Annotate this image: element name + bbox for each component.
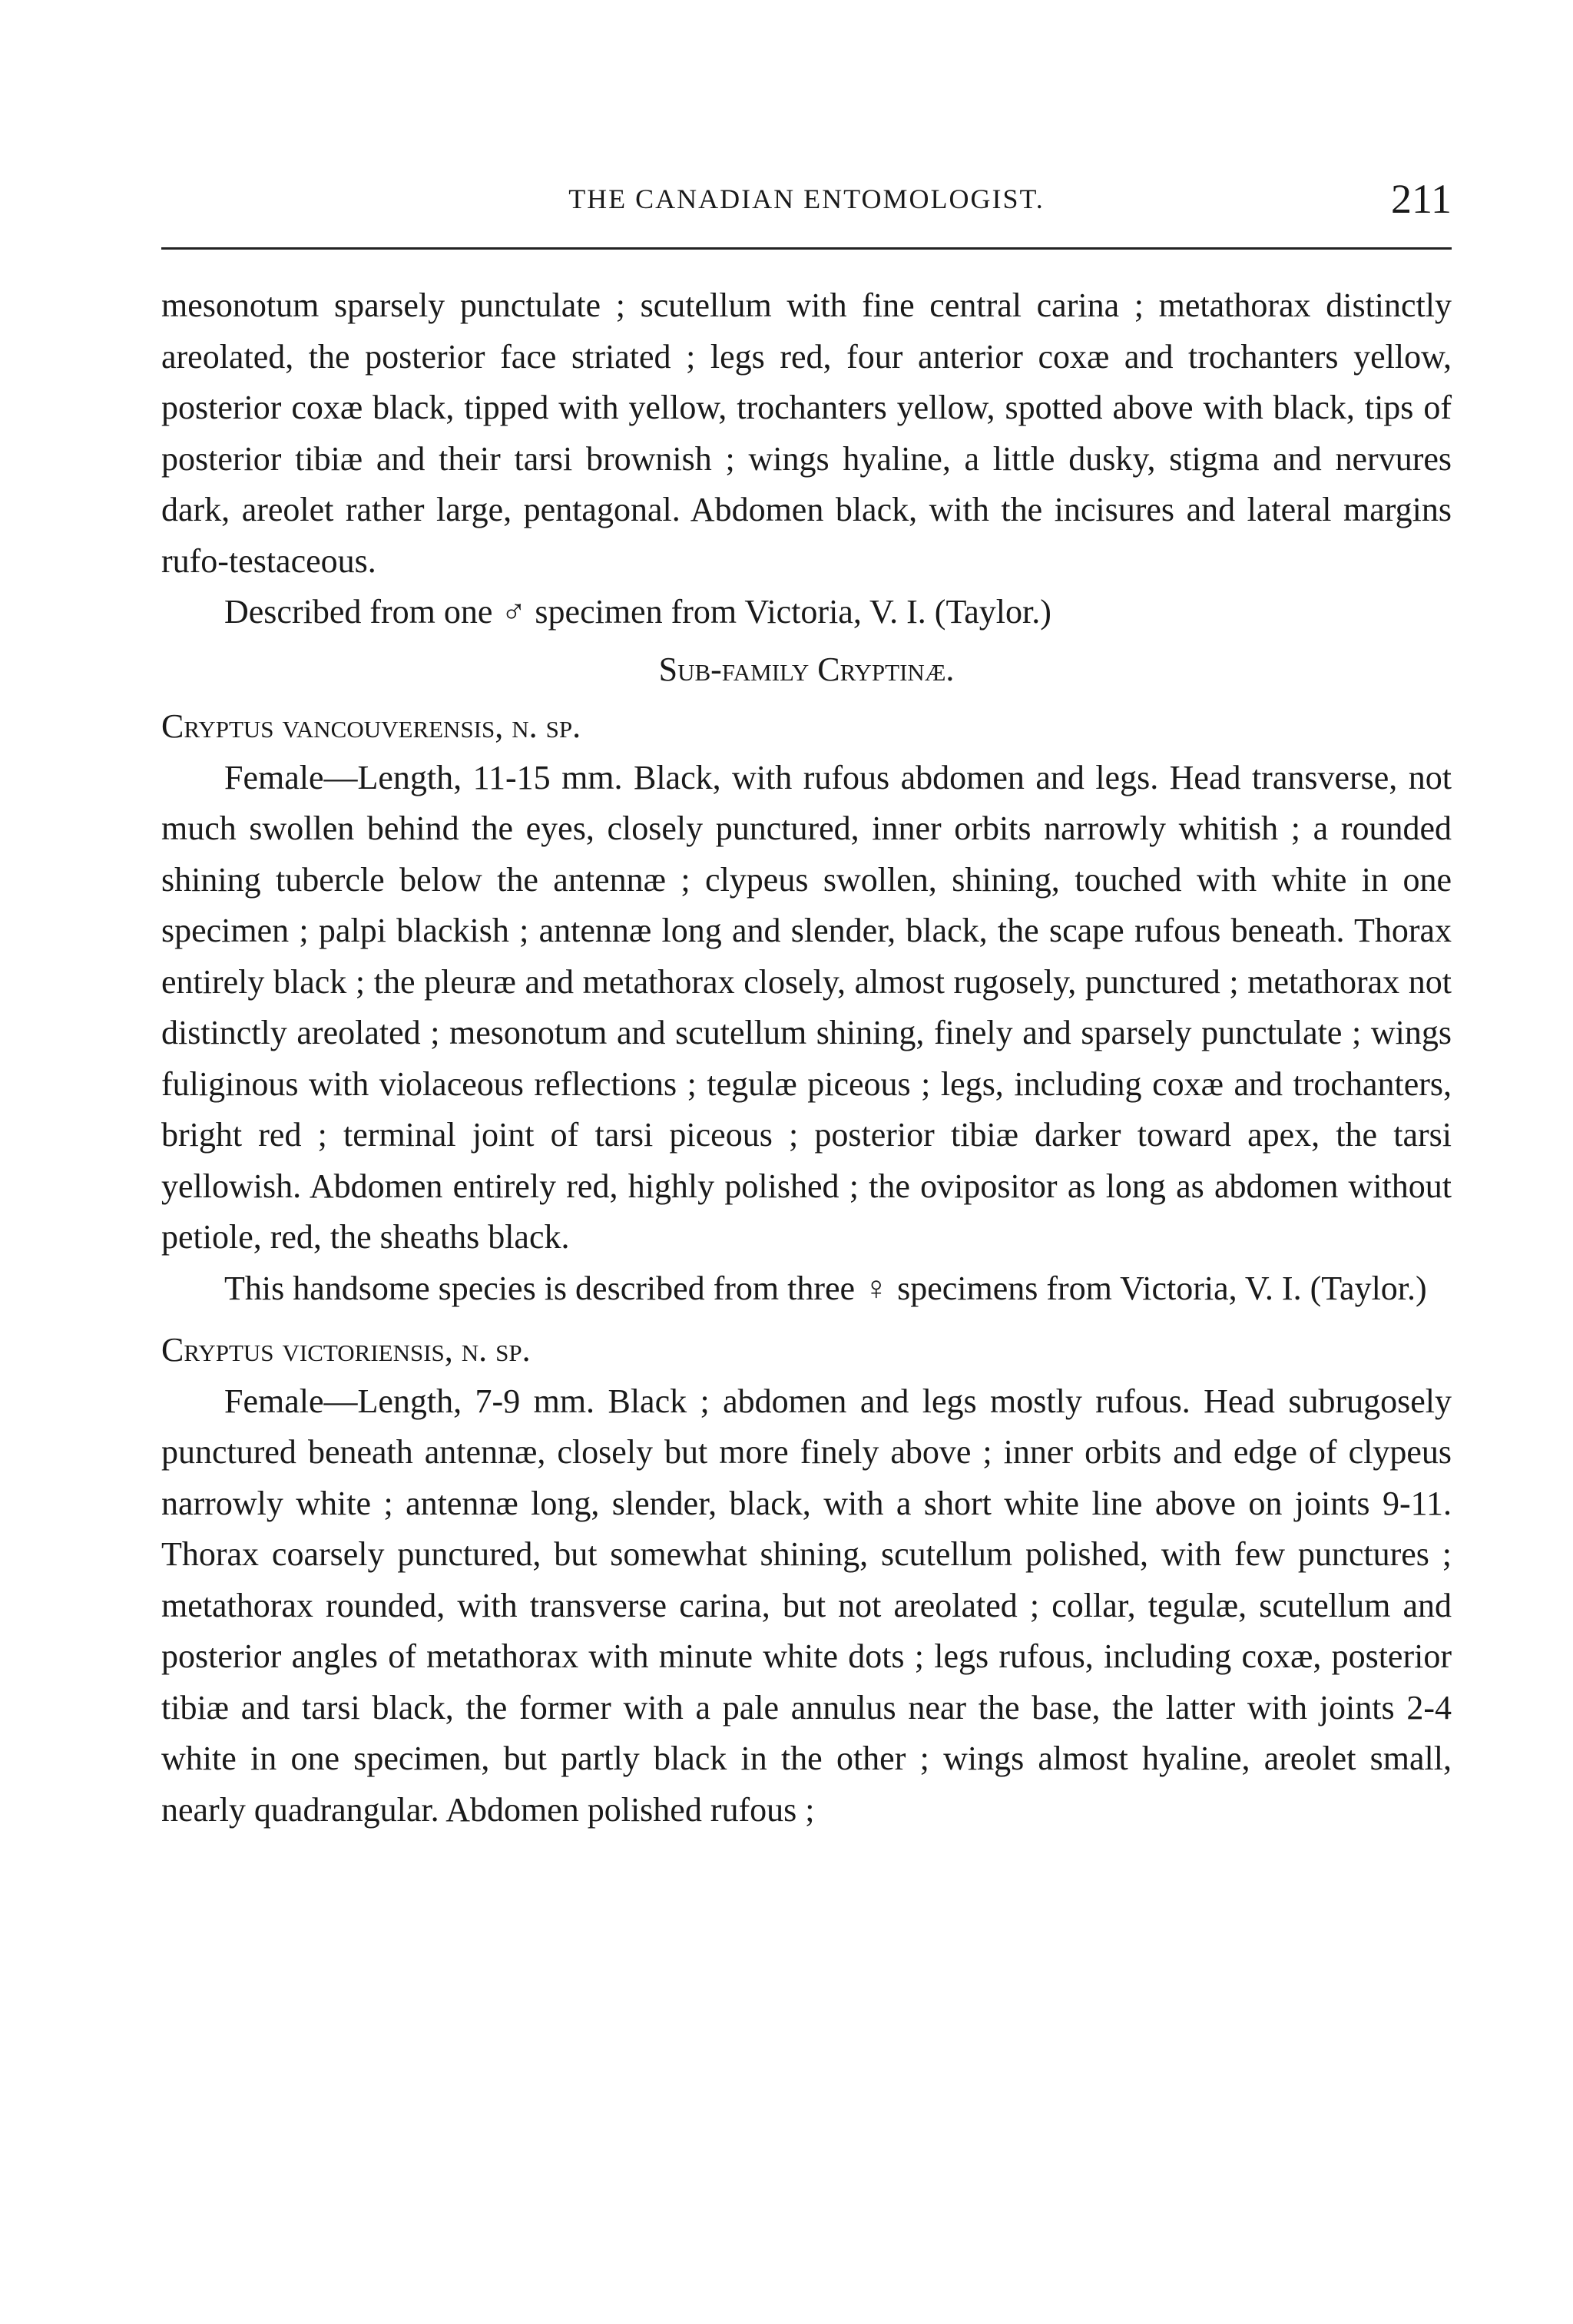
species-description-victoriensis: Female—Length, 7-9 mm. Black ; abdomen and legs mostly rufous. Head subrugosely punctured beneath antennæ, closely but more finely above ; inner orbits and edge of clypeus narrowly white ; antennæ long, slender, black, with a short white line above on joints 9-11. Thorax coarsely punctured, but somewhat shining, scutellum polished, with few punctures ; metathorax rounded, with transverse carina, but not areolated ; collar, tegulæ, scutellum and posterior angles of metathorax with minute white dots ; legs rufous, including coxæ, posterior tibiæ and tarsi black, the former with a pale annulus near the base, the latter with joints 2-4 white in one specimen, but partly black in the other ; wings almost hyaline, areolet small, nearly quadrangular. Abdomen polished rufous ;	[161, 1382, 1452, 1829]
paragraph-described-from: Described from one ♂ specimen from Victoria, V. I. (Taylor.)	[224, 593, 1051, 631]
species-heading-vancouverensis: Cryptus vancouverensis, n. sp.	[161, 707, 581, 745]
paragraph-continuation: mesonotum sparsely punctulate ; scutellum with fine central carina ; metathorax distinctly areolated, the posterior face striated ; legs red, four anterior coxæ and trochanters yellow, posterior coxæ black, tipped with yellow, trochanters yellow, spotted above with black, tips of posterior tibiæ and their tarsi brownish ; wings hyaline, a little dusky, stigma and nervures dark, areolet rather large, pentagonal. Abdomen black, with the incisures and lateral margins rufo-testaceous.	[161, 286, 1452, 580]
page-header	[161, 175, 1452, 229]
header-rule	[161, 247, 1452, 250]
species-note-vancouverensis: This handsome species is described from three ♀ specimens from Victoria, V. I. (Taylor.)	[224, 1269, 1427, 1307]
body-text	[161, 280, 1452, 1836]
species-heading-victoriensis: Cryptus victoriensis, n. sp.	[161, 1331, 531, 1369]
running-title: THE CANADIAN ENTOMOLOGIST.	[568, 184, 1045, 214]
species-description-vancouverensis: Female—Length, 11-15 mm. Black, with rufous abdomen and legs. Head transverse, not much swollen behind the eyes, closely punctured, inner orbits narrowly whitish ; a rounded shining tubercle below the antennæ ; clypeus swollen, shining, touched with white in one specimen ; palpi blackish ; antennæ long and slender, black, the scape rufous beneath. Thorax entirely black ; the pleuræ and metathorax closely, almost rugosely, punctured ; metathorax not distinctly areolated ; mesonotum and scutellum shining, finely and sparsely punctulate ; wings fuliginous with violaceous reflections ; tegulæ piceous ; legs, including coxæ and trochanters, bright red ; terminal joint of tarsi piceous ; posterior tibiæ darker toward apex, the tarsi yellowish. Abdomen entirely red, highly polished ; the ovipositor as long as abdomen without petiole, red, the sheaths black.	[161, 758, 1452, 1256]
subfamily-heading: Sub-family Cryptinæ.	[658, 650, 955, 688]
page-number: 211	[1391, 176, 1452, 222]
